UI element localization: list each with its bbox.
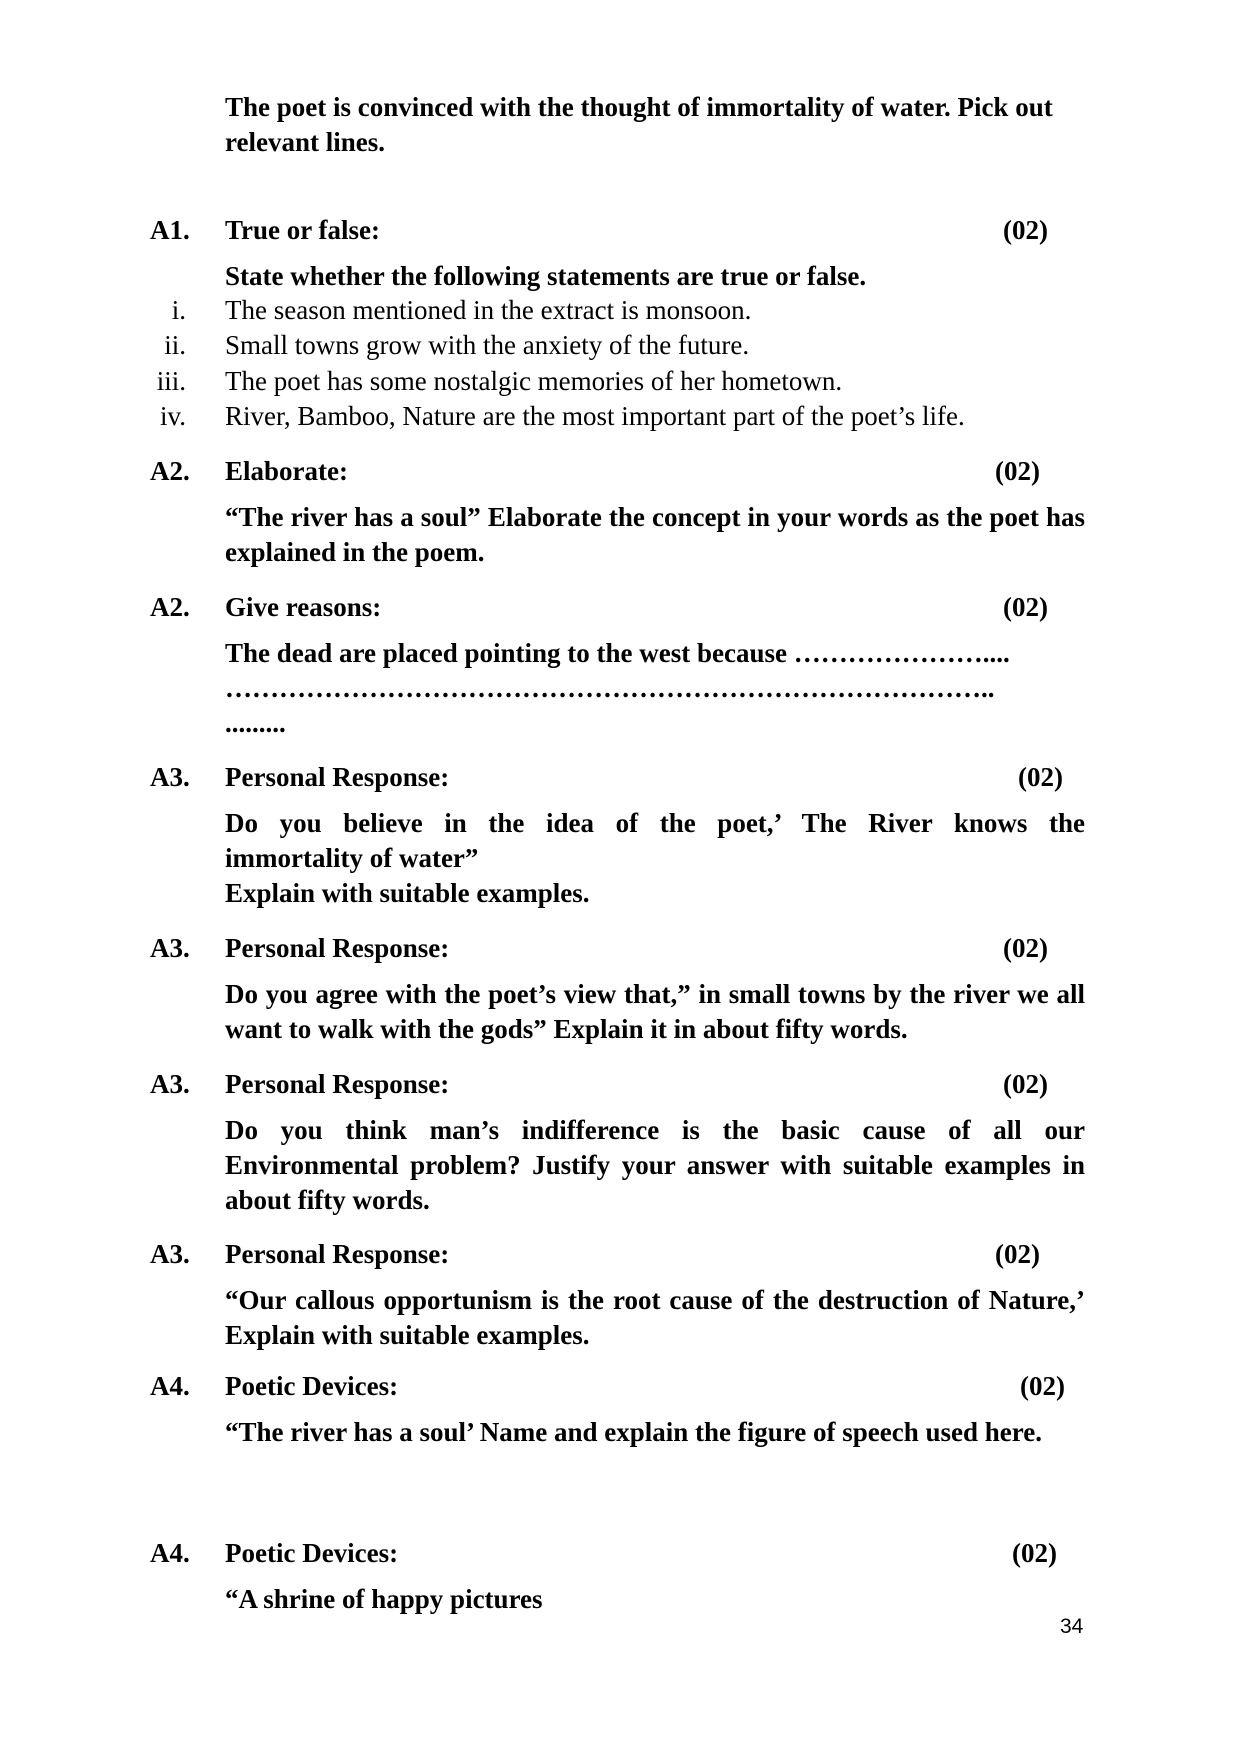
- question-heading: Poetic Devices:: [225, 1538, 399, 1568]
- question-number: A3.: [150, 762, 190, 792]
- question-number: A2.: [150, 456, 190, 486]
- question-heading: Personal Response:: [225, 1239, 450, 1269]
- question-heading: Personal Response:: [225, 933, 450, 963]
- question-number: A4.: [150, 1371, 190, 1401]
- question-heading: Poetic Devices:: [225, 1371, 399, 1401]
- page-number: 34: [1060, 1615, 1084, 1638]
- list-item: [0, 364, 1241, 399]
- item-numeral: ii.: [164, 330, 186, 360]
- body-line: [225, 841, 1085, 876]
- question-number: A1.: [150, 215, 190, 245]
- item-text: The season mentioned in the extract is monsoon.: [225, 295, 752, 325]
- question-number: A3.: [150, 933, 190, 963]
- question-marks: (02): [1003, 215, 1048, 245]
- question-body: Do you think man’s indifference is the basic cause of all our Environmental problem? Justify your answer with suitable examples in about fifty words.: [225, 1115, 1085, 1215]
- answer-dots-line: .........: [225, 708, 286, 738]
- question-heading: Personal Response:: [225, 762, 450, 792]
- item-numeral: iii.: [156, 366, 186, 396]
- question-number: A4.: [150, 1538, 190, 1568]
- question-marks: (02): [1003, 933, 1048, 963]
- body-word: immortality: [225, 843, 363, 873]
- question-body: “The river has a soul’ Name and explain the figure of speech used here.: [225, 1417, 1043, 1447]
- question-body: [225, 636, 1085, 741]
- item-text: Small towns grow with the anxiety of the future.: [225, 330, 750, 360]
- question-number: A3.: [150, 1239, 190, 1269]
- question-marks: (02): [1018, 762, 1063, 792]
- question-number: A3.: [150, 1069, 190, 1099]
- question-marks: (02): [1012, 1538, 1057, 1568]
- body-word: of: [369, 843, 393, 873]
- question-heading: True or false:: [225, 215, 380, 245]
- question-heading: Personal Response:: [225, 1069, 450, 1099]
- question-body: [225, 806, 1085, 911]
- item-numeral: i.: [171, 295, 186, 325]
- item-text: River, Bamboo, Nature are the most important part of the poet’s life.: [225, 401, 965, 431]
- question-number: A2.: [150, 592, 190, 622]
- item-text: The poet has some nostalgic memories of her hometown.: [225, 366, 843, 396]
- intro-question: The poet is convinced with the thought of immortality of water. Pick out relevant lines.: [225, 92, 1053, 157]
- body-line: Explain with suitable examples.: [225, 878, 590, 908]
- body-word: water”: [398, 843, 479, 873]
- question-marks: (02): [1003, 1069, 1048, 1099]
- list-item: [0, 328, 1241, 363]
- body-line-text: Do you believe in the idea of the poet,’ The River knows the: [225, 808, 1085, 838]
- list-item: [0, 399, 1241, 434]
- question-body: “A shrine of happy pictures: [225, 1584, 543, 1614]
- question-body: “The river has a soul” Elaborate the concept in your words as the poet has explained in the poem.: [225, 502, 1085, 567]
- body-line: [225, 806, 1085, 841]
- question-body: Do you agree with the poet’s view that,” in small towns by the river we all want to walk with the gods” Explain it in about fifty words.: [225, 979, 1085, 1044]
- question-marks: (02): [1020, 1371, 1065, 1401]
- question-heading: Elaborate:: [225, 456, 348, 486]
- body-line: The dead are placed pointing to the west because …………………....: [225, 638, 1010, 668]
- question-marks: (02): [995, 1239, 1040, 1269]
- question-heading: Give reasons:: [225, 592, 382, 622]
- question-marks: (02): [1003, 592, 1048, 622]
- question-instruction: State whether the following statements are true or false.: [225, 261, 867, 291]
- list-item: [0, 293, 1241, 328]
- question-body: “Our callous opportunism is the root cause of the destruction of Nature,’ Explain with suitable examples.: [225, 1285, 1085, 1350]
- item-numeral: iv.: [160, 401, 186, 431]
- question-marks: (02): [995, 456, 1040, 486]
- answer-dots-line: …………………………………………………………………………..: [225, 673, 995, 703]
